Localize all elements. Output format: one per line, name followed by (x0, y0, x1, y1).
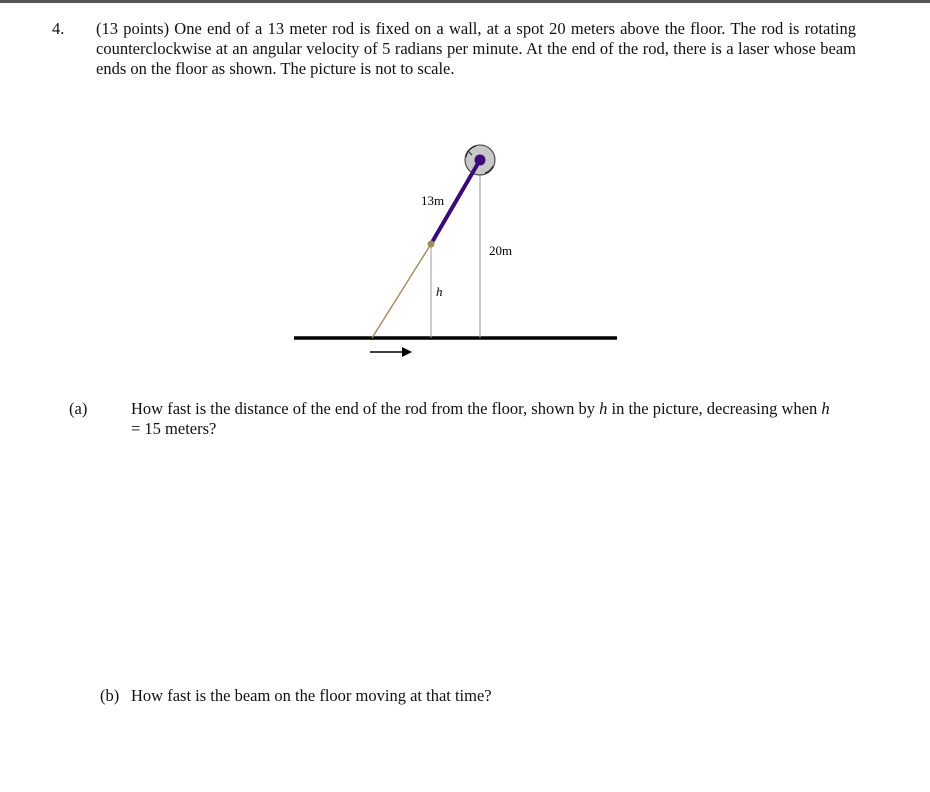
page-top-rule (0, 0, 930, 3)
rod-length-label: 13m (421, 193, 445, 208)
laser-beam (372, 244, 431, 338)
beam-direction-arrowhead-icon (402, 347, 412, 357)
part-a-var-h: h (599, 399, 608, 418)
part-a-label: (a) (69, 399, 88, 418)
part-a-text-2: in the picture, decreasing when (607, 399, 822, 418)
part-a-text-3: = 15 meters? (131, 419, 217, 438)
part-b-label: (b) (100, 686, 120, 705)
height-label: 20m (489, 243, 513, 258)
pivot-point (475, 155, 486, 166)
rod-laser-figure (290, 140, 620, 365)
problem-text: (13 points) One end of a 13 meter rod is fixed on a wall, at a spot 20 meters above the floor. The rod is rotating counterclockwise at an angular velocity of 5 radians per minute. At the end of the rod, there is a laser whose beam ends on the floor as shown. The picture is not to scale. (96, 19, 856, 78)
figure-svg (290, 140, 620, 365)
problem-statement (52, 19, 856, 79)
part-a-var-h2: h (821, 399, 830, 418)
part-b-text: How fast is the beam on the floor moving at that time? (131, 686, 492, 705)
laser-point (428, 241, 435, 248)
h-label: h (436, 284, 443, 299)
problem-number: 4. (52, 19, 65, 38)
part-a-text-1: How fast is the distance of the end of the rod from the floor, shown by (131, 399, 600, 418)
part-b (100, 686, 840, 706)
part-a (69, 399, 840, 439)
